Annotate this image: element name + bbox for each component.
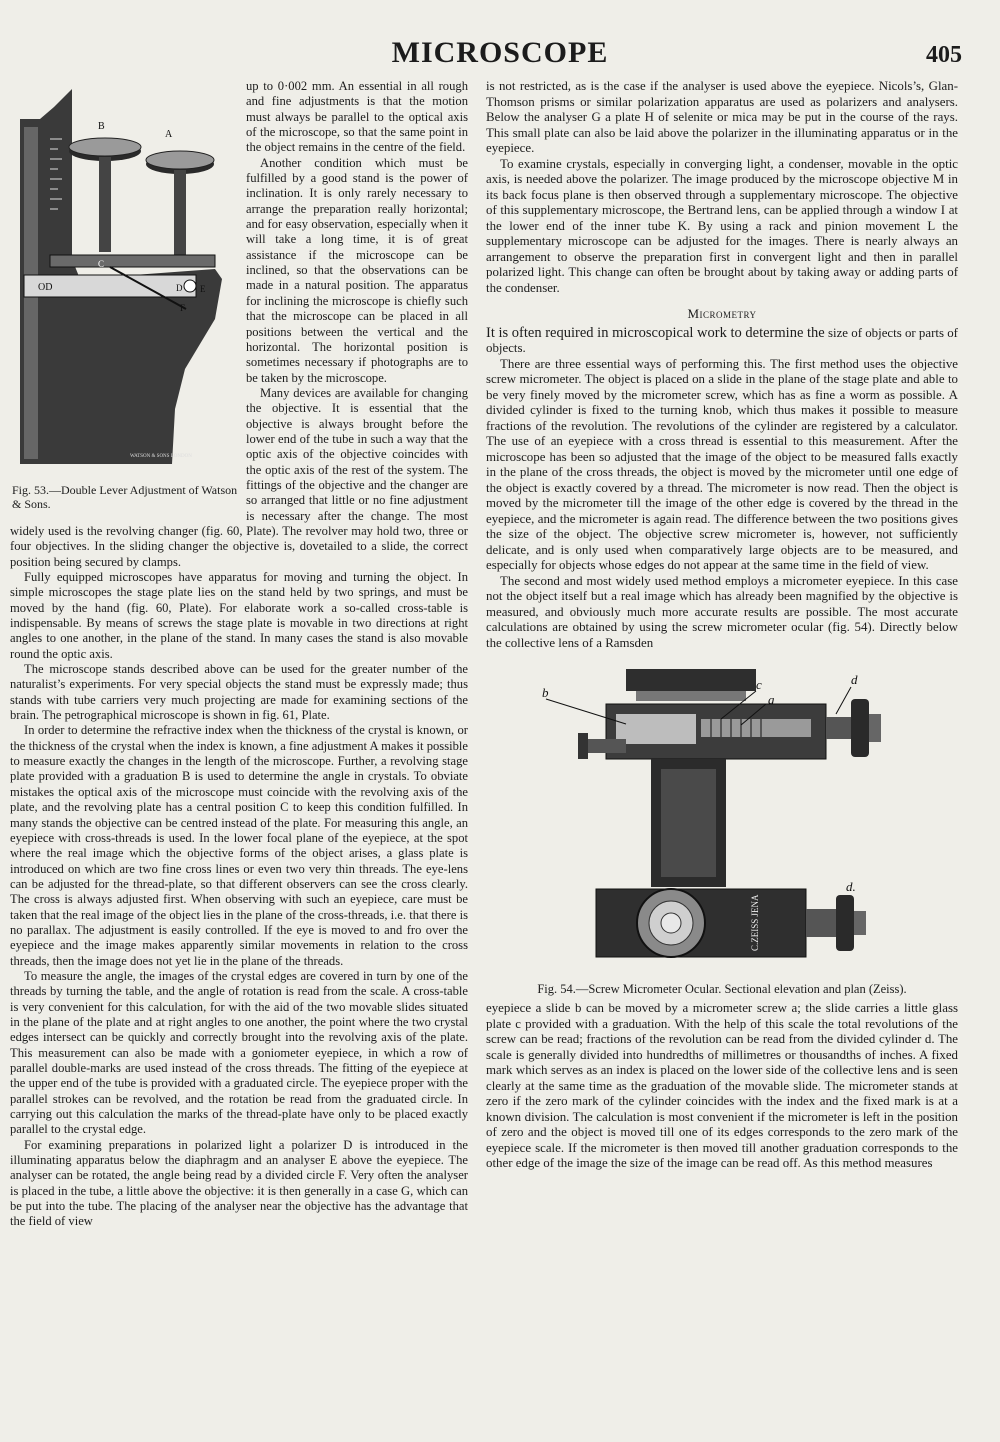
left-column <box>10 79 468 1230</box>
left-paragraph-5: The microscope stands described above can be used for the greater number of the naturalist’s experiments. For very special objects the stand must be expressly made; thus stands with tube carriers very much projecting are made for examining sections of the brain. The petrographical microscope is shown in fig. 61, Plate. <box>10 662 468 723</box>
right-paragraph-5: eyepiece a slide b can be moved by a micrometer screw a; the slide carries a little glass plate c provided with a graduation. With the help of this scale the total revolutions of the screw can be read; fractions of the revolution can be read from the divided cylinder d. The scale is generally divided into hundredths of millimetres or thousandths of inches. A fixed mark which serves as an index is placed on the lower side of the collective lens and is seen clearly at the same time as the graduation of the movable slide. The micrometer stands at zero if the zero mark of the cylinder coincides with the index and the fixed mark is at a known division. The calculation is most convenient if the micrometer is left in the position of zero and the object is moved till one of its edges corresponds to the zero mark of the eyepiece scale. If the micrometer is then moved till another graduation corresponds to the other edge of the image the size of the image can be read off. As this method measures <box>486 1001 958 1170</box>
fig53-label-d: D <box>176 283 183 293</box>
section-heading-micrometry: Micrometry <box>687 306 757 321</box>
right-paragraph-1: is not restricted, as is the case if the analyser is used above the eyepiece. Nicols’s, Glan-Thomson prisms or similar polarization apparatus are used as polarizers and analysers. Below the analyser G a plate H of selenite or mica may be put in the course of the rays. This small plate can also be laid above the polarizer in the illuminating apparatus or in the eyepiece. <box>486 79 958 155</box>
left-paragraph-8: For examining preparations in polarized light a polarizer D is introduced in the illuminating apparatus below the diaphragm and an analyser E above the eyepiece. The analyser can be rotated, the angle being read by a divided circle F. Very often the analyser is placed in the tube, a little above the objective: it is then generally in a case G, which can be put into the tube. The placing of the analyser near the objective has the advantage that the field of view <box>10 1137 468 1229</box>
fig54-label-b: b <box>542 685 549 700</box>
fig53-label-e: E <box>200 284 206 294</box>
figure-54-illustration <box>486 659 958 959</box>
right-column <box>486 79 958 1172</box>
fig54-label-a: a <box>768 692 775 707</box>
fig54-label-d: d <box>851 672 858 687</box>
right-paragraph-2: To examine crystals, especially in converging light, a condenser, movable in the optic axis, is needed above the polarizer. The image produced by the microscope objective M in its back focus plane is then observed through a supplementary microscope. The objective of this supplementary microscope, the Bertrand lens, can be applied through a window I at the lower end of the inner tube K. By using a rack and pinion movement L the supplementary microscope can be adjusted for the images. There is nearly always an arrangement to observe the preparation first in convergent light and then in parallel polarized light. This change can often be brought about by taking away or adding parts of the condenser. <box>486 156 958 295</box>
micrometry-lead-large: It is often required in microscopical work to determine the <box>486 324 825 341</box>
page-number: 405 <box>926 42 962 68</box>
left-paragraph-3: Many devices are available for changing the objective. It is essential that the objective is always brought before the lower end of the tube in such a way that the optic axis of the objective coincides with the optic axis of the rest of the system. The fittings of the objective and the changer are so arranged that little or no fine adjustment is necessary after the change. The most widely used is the revolving changer (fig. 60, Plate). The revolver may hold two, three or four objectives. In the sliding changer the objective is, dovetailed to a slide, the correct position being secured by clamps. <box>10 385 468 569</box>
fig53-label-c: C <box>98 259 105 269</box>
right-paragraph-4: The second and most widely used method employs a micrometer eyepiece. In this case not the object itself but a real image which has already been magnified by the objective is measured, and obviously much more accurate results are possible. The most accurate calculations are obtained by using the screw micrometer ocular (fig. 54). Directly below the collective lens of a Ramsden <box>486 573 958 650</box>
left-paragraph-7: To measure the angle, the images of the crystal edges are covered in turn by one of the threads by turning the table, and the angle of rotation is read from the scale. A cross-table is very convenient for this calculation, for with the aid of the two movable slides situated in the plane of the plate and at right angles to one another, the point where the two crystal edges intersect can be quickly and correctly brought into the revolving axis of the plate. This measurement can also be made with a goniometer eyepiece, in which a row of parallel double-marks are used instead of the cross threads. The fitting of the eyepiece at the upper end of the tube is provided with a graduated circle. The eyepiece proper with the parallel strokes can be revolved, and the rotation be read from the graduated circle. In carrying out this calculation the marks of the thread-plate have only to be placed exactly parallel to the crystal edge. <box>10 968 468 1137</box>
left-paragraph-4: Fully equipped microscopes have apparatus for moving and turning the object. In simple microscopes the stage plate lies on the stand held by two springs, and must be moved by the hand (fig. 60, Plate). For elaborate work a so-called cross-table is indispensable. By means of screws the stage plate is movable in two directions at right angles to one another, in the plane of the stand. In many cases the stand is also movable round the optic axis. <box>10 570 468 661</box>
fig53-maker-mark: WATSON & SONS LONDON <box>130 454 192 459</box>
fig53-label-f: F <box>180 303 186 313</box>
fig54-label-c: c <box>756 677 762 692</box>
figure-54-caption: Fig. 54.—Screw Micrometer Ocular. Sectional elevation and plan (Zeiss). <box>537 982 907 996</box>
figure-54 <box>486 659 958 997</box>
figure-53-illustration <box>10 79 242 474</box>
left-paragraph-2: Another condition which must be fulfilled by a good stand is the power of inclination. It is only rarely necessary to arrange the preparation really horizontal; and for easy observation, especially when it will take a long time, it is of great assistance if the microscope can be inclined, so that the observations can be made in a natural position. The apparatus for inclining the microscope is chiefly such that the microscope can be placed in all positions between the vertical and the horizontal. The horizontal position is sometimes necessary if photographs are to be taken by the microscope. <box>246 155 468 385</box>
left-paragraph-6: In order to determine the refractive index when the thickness of the crystal is known, or the thickness of the crystal when the index is known, a fine adjustment A makes it possible to measure exactly the changes in the length of the microscope. Further, a revolving stage plate provided with a graduation B is used to determine the angle in crystals. To obviate mistakes the optical axis of the microscope must coincide with the revolving axis of the plate, and the revolving plate has a central position C to keep this condition fulfilled. In many stands the objective can be centred instead of the plate. For measuring this angle, an eyepiece with cross-threads is used. In the lower focal plane of the eyepiece, at the spot where the real image which the objective forms of the object arises, a glass plate is introduced on which are two fine cross lines or even two very thin threads. The eye-lens can be adjusted for the thread-plate, so that different observers can see the cross clearly. The cross is always adjusted first. When observing with such an eyepiece, care must be taken that the real image of the object lies in the plane of the cross-threads, i.e. that there is no parallax. The adjustment is easily controlled. If the eye is moved to and fro over the eyepiece and the image makes apparently similar movements in relation to the cross threads, then the image does not yet lie in the plane of the threads. <box>10 723 468 968</box>
fig53-label-b: B <box>98 121 105 132</box>
fig53-label-a: A <box>165 129 173 140</box>
page-title: MICROSCOPE <box>391 36 609 69</box>
right-paragraph-3: There are three essential ways of performing this. The first method uses the objective screw micrometer. The object is placed on a slide in the plane of the stage plate and able to be very finely moved by the micrometer screw, which has as fine a worm as possible. A divided cylinder is fixed to the turning knob, which thus makes it possible to measure fractions of the revolution. The revolutions of the cylinder are registered by a calculator. The use of an eyepiece with a cross thread is essential to this measurement. After the microscope has been so adjusted that the image of the object to be measured falls exactly in the plane of the cross threads, the object is moved by the micrometer until one edge of the object is exactly covered by a thread. The micrometer is now read. Then the object is moved by the micrometer till the image of the other edge is covered by the thread in the eyepiece, and the micrometer is again read. The difference between the two positions gives the size of the object. The objective screw micrometer is, however, not sufficiently delicate, and is only used when comparatively large objects are to be measured, and especially for objects whose edges do not appear at the same time in the field of view. <box>486 356 958 572</box>
figure-53 <box>10 79 242 511</box>
fig53-label-od: OD <box>38 282 53 293</box>
fig54-label-d2: d. <box>846 879 856 894</box>
micrometry-lead-rest: size of objects or parts of objects. <box>486 325 958 355</box>
fig54-maker-mark: C.ZEISS JENA <box>750 894 760 951</box>
left-paragraph-1: up to 0·002 mm. An essential in all rough and fine adjustments is that the motion must always be parallel to the optical axis of the microscope, so that the same point in the object remains in the centre of the field. <box>246 79 468 155</box>
figure-53-caption: Fig. 53.—Double Lever Adjustment of Watson & Sons. <box>12 483 238 511</box>
